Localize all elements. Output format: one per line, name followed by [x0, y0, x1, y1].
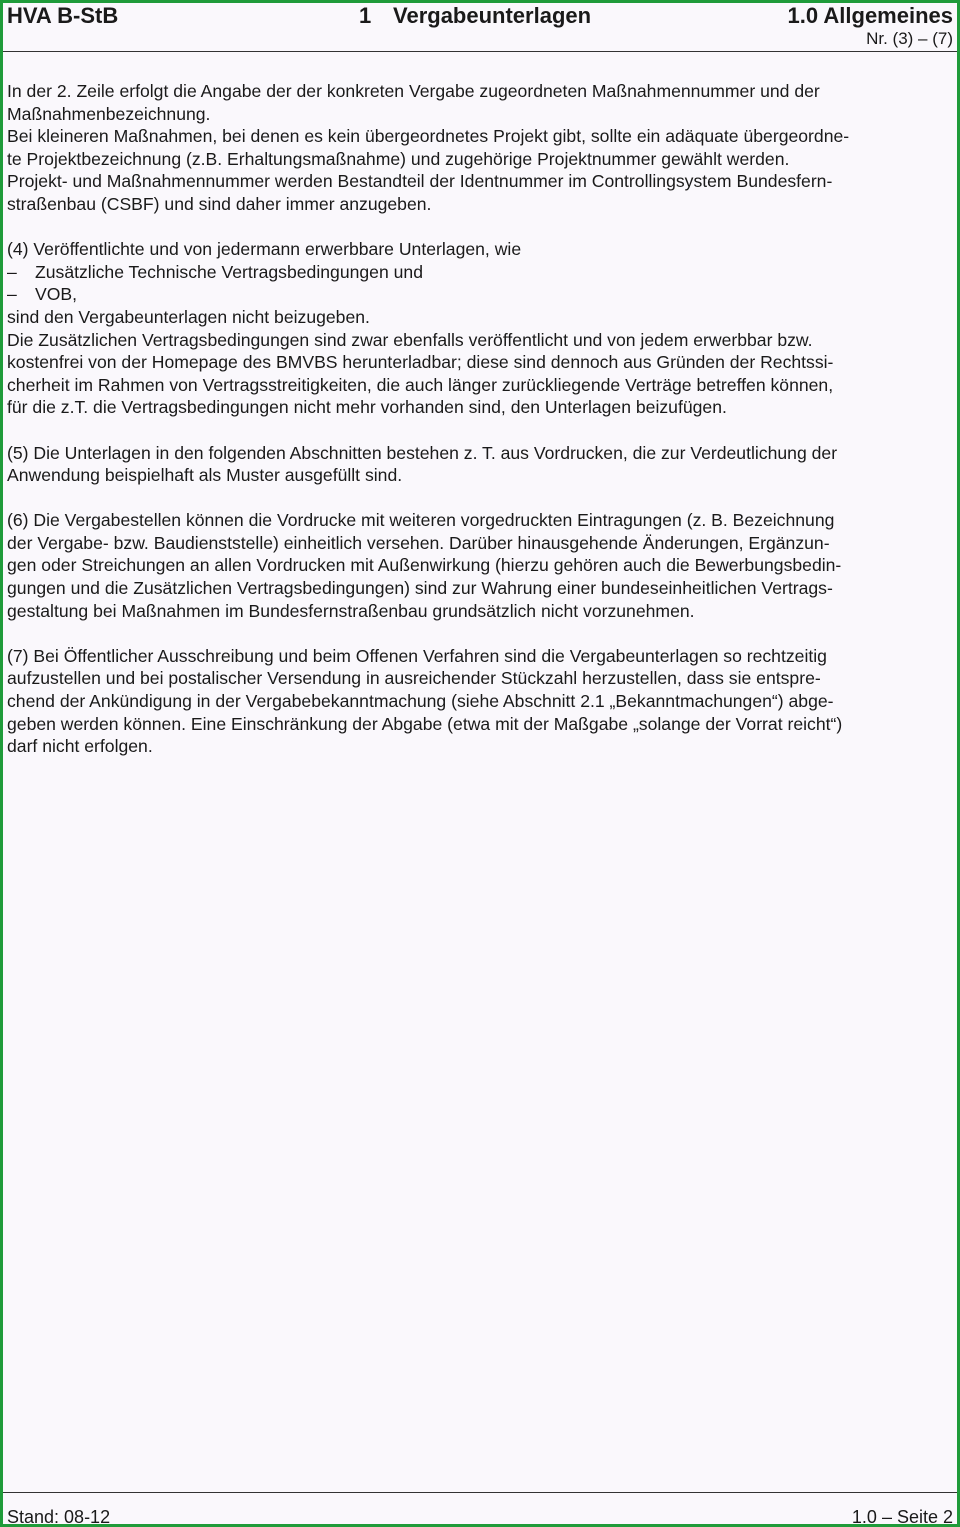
text-line: geben werden können. Eine Einschränkung der Abgabe (etwa mit der Maßgabe „solange der Vorrat reicht“)	[7, 713, 843, 734]
text-line: In der 2. Zeile erfolgt die Angabe der der konkreten Vergabe zugeordneten Maßnahmennummer und der	[7, 81, 820, 101]
text-line: gen oder Streichungen an allen Vordrucken mit Außenwirkung (hierzu gehören auch die Bewerbungsbedin-	[7, 555, 842, 576]
text-line: cherheit im Rahmen von Vertragsstreitigkeiten, die auch länger zurückliegende Verträge betreffen können,	[7, 374, 834, 395]
text-line: Die Zusätzlichen Vertragsbedingungen sind zwar ebenfalls veröffentlicht und von jedem erwerbbar bzw.	[7, 329, 813, 350]
text-line: straßenbau (CSBF) und sind daher immer anzugeben.	[7, 193, 432, 214]
text-line: (6) Die Vergabestellen können die Vordrucke mit weiteren vorgedruckten Eintragungen (z. B. Bezeichnung	[7, 510, 835, 531]
text-line: Projekt- und Maßnahmennummer werden Bestandteil der Identnummer im Controllingsystem Bundesfern-	[7, 171, 833, 192]
text-line: gestaltung bei Maßnahmen im Bundesfernstraßenbau grundsätzlich nicht vorzunehmen.	[7, 600, 695, 621]
footer-stand: Stand: 08-12	[7, 1507, 111, 1527]
document-body	[7, 80, 949, 780]
text-line: chend der Ankündigung in der Vergabebekanntmachung (siehe Abschnitt 2.1 „Bekanntmachungen“) abge-	[7, 691, 834, 712]
page-header	[7, 3, 953, 29]
paragraph-5	[7, 442, 949, 487]
paragraph-7	[7, 645, 949, 758]
text-line: sind den Vergabeunterlagen nicht beizugeben.	[7, 306, 370, 327]
header-divider	[3, 51, 957, 52]
text-line: darf nicht erfolgen.	[7, 736, 153, 757]
header-item-ref: Nr. (3) – (7)	[866, 29, 953, 48]
paragraph-intro	[7, 80, 949, 216]
text-line: gungen und die Zusätzlichen Vertragsbedingungen) sind zur Wahrung einer bundeseinheitlichen Vertrags-	[7, 578, 833, 599]
list-item-text: VOB,	[35, 284, 78, 305]
list-item	[7, 283, 949, 306]
text-line: (7) Bei Öffentlicher Ausschreibung und beim Offenen Verfahren sind die Vergabeunterlagen so rechtzeitig	[7, 645, 827, 666]
text-line: Bei kleineren Maßnahmen, bei denen es kein übergeordnetes Projekt gibt, sollte ein adäquate übergeordne-	[7, 126, 850, 147]
text-line: aufzustellen und bei postalischer Versendung in ausreichender Stückzahl herzustellen, dass sie entspre-	[7, 668, 821, 689]
paragraph-4	[7, 238, 949, 419]
header-section: 1.0 Allgemeines	[787, 3, 953, 28]
header-doc-id: HVA B-StB	[7, 3, 119, 28]
footer-page-number: 1.0 – Seite 2	[851, 1507, 953, 1527]
header-chapter	[359, 3, 591, 29]
text-line: Anwendung beispielhaft als Muster ausgefüllt sind.	[7, 465, 403, 486]
footer-divider	[3, 1492, 957, 1493]
text-line: der Vergabe- bzw. Baudienststelle) einheitlich versehen. Darüber hinausgehende Änderungen, Ergänzun-	[7, 532, 830, 553]
header-chapter-title: Vergabeunterlagen	[393, 3, 592, 28]
text-line: Maßnahmenbezeichnung.	[7, 103, 211, 124]
list-item	[7, 261, 949, 284]
paragraph-6	[7, 509, 949, 622]
list-dash: –	[7, 261, 17, 282]
text-line: (4) Veröffentlichte und von jedermann erwerbbare Unterlagen, wie	[7, 239, 522, 260]
list-dash: –	[7, 284, 17, 305]
text-line: für die z.T. die Vertragsbedingungen nicht mehr vorhanden sind, den Unterlagen beizufügen.	[7, 397, 727, 418]
text-line: (5) Die Unterlagen in den folgenden Abschnitten bestehen z. T. aus Vordrucken, die zur Verdeutlichung der	[7, 442, 838, 463]
text-line: te Projektbezeichnung (z.B. Erhaltungsmaßnahme) und zugehörige Projektnummer gewählt werden.	[7, 148, 790, 169]
header-chapter-number: 1	[359, 3, 372, 28]
text-line: kostenfrei von der Homepage des BMVBS herunterladbar; diese sind dennoch aus Gründen der Rechtssi-	[7, 352, 834, 373]
list-item-text: Zusätzliche Technische Vertragsbedingungen und	[35, 261, 423, 282]
